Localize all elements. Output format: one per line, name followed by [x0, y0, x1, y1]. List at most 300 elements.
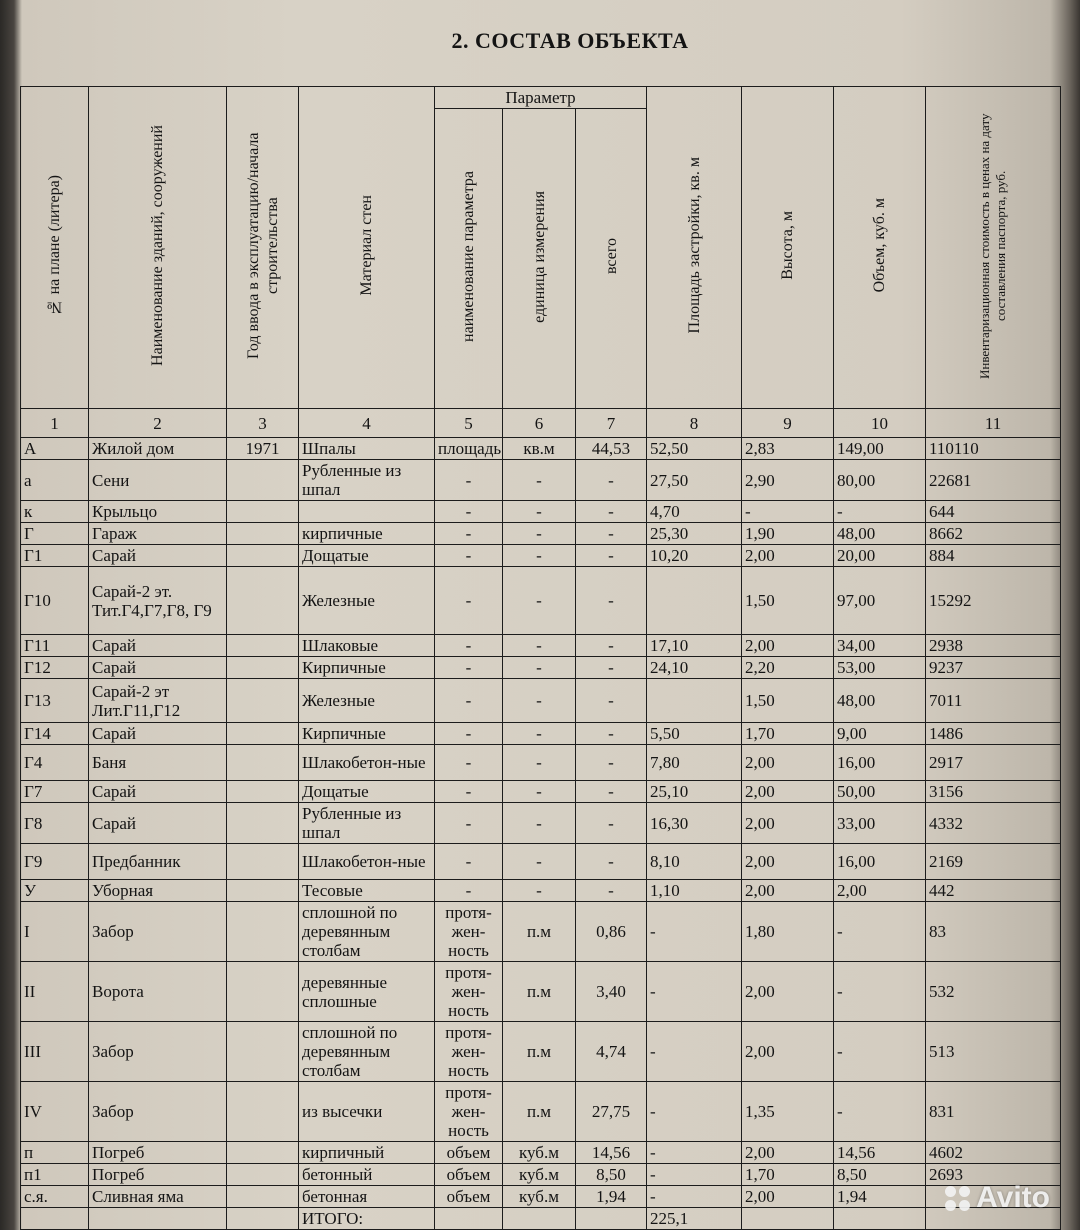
- watermark-text: Avito: [976, 1181, 1050, 1214]
- row-name: Сарай: [89, 781, 227, 803]
- row-area: 10,20: [647, 545, 742, 567]
- row-param-name: -: [435, 745, 503, 781]
- row-name: Жилой дом: [89, 438, 227, 460]
- row-param-name: -: [435, 679, 503, 723]
- row-param-total: 3,40: [576, 962, 647, 1022]
- row-year: [227, 1082, 299, 1142]
- header-label: Высота, м: [779, 211, 797, 280]
- row-litera: с.я.: [21, 1186, 89, 1208]
- row-year: [227, 567, 299, 635]
- row-unit: -: [503, 501, 576, 523]
- total-area: 225,1: [647, 1208, 742, 1230]
- row-name: Сарай: [89, 635, 227, 657]
- row-param-name: протя-жен-ность: [435, 1082, 503, 1142]
- total-row: [21, 1208, 1061, 1230]
- row-param-total: 0,86: [576, 902, 647, 962]
- row-unit: куб.м: [503, 1164, 576, 1186]
- row-param-name: -: [435, 880, 503, 902]
- row-param-name: -: [435, 781, 503, 803]
- row-litera: Г7: [21, 781, 89, 803]
- row-param-name: -: [435, 523, 503, 545]
- row-volume: 149,00: [834, 438, 926, 460]
- row-name: Погреб: [89, 1164, 227, 1186]
- row-volume: 16,00: [834, 745, 926, 781]
- row-height: 2,83: [742, 438, 834, 460]
- row-year: [227, 962, 299, 1022]
- row-material: бетонная: [299, 1186, 435, 1208]
- row-param-name: -: [435, 635, 503, 657]
- row-height: 2,00: [742, 803, 834, 844]
- row-year: [227, 1164, 299, 1186]
- column-number-row: [21, 409, 1061, 438]
- total-empty: [834, 1208, 926, 1230]
- row-name: Погреб: [89, 1142, 227, 1164]
- row-litera: Г8: [21, 803, 89, 844]
- row-height: 1,70: [742, 723, 834, 745]
- row-year: [227, 1142, 299, 1164]
- table-row: [21, 523, 1061, 545]
- header-label: Наименование зданий, сооружений: [149, 125, 166, 366]
- row-cost: 4602: [926, 1142, 1061, 1164]
- row-param-total: -: [576, 523, 647, 545]
- row-param-total: 4,74: [576, 1022, 647, 1082]
- row-litera: Г10: [21, 567, 89, 635]
- row-material: сплошной по деревянным столбам: [299, 1022, 435, 1082]
- row-area: 5,50: [647, 723, 742, 745]
- row-param-name: протя-жен-ность: [435, 962, 503, 1022]
- row-cost: 83: [926, 902, 1061, 962]
- row-height: 1,50: [742, 567, 834, 635]
- table-row: [21, 1186, 1061, 1208]
- row-unit: -: [503, 679, 576, 723]
- row-material: Дощатые: [299, 781, 435, 803]
- row-height: 2,00: [742, 781, 834, 803]
- row-param-total: -: [576, 679, 647, 723]
- row-area: 27,50: [647, 460, 742, 501]
- row-volume: 80,00: [834, 460, 926, 501]
- row-height: 2,00: [742, 545, 834, 567]
- row-area: [647, 679, 742, 723]
- row-litera: Г14: [21, 723, 89, 745]
- row-param-total: -: [576, 723, 647, 745]
- table-row: [21, 781, 1061, 803]
- row-height: 2,90: [742, 460, 834, 501]
- row-name: Забор: [89, 902, 227, 962]
- row-material: Кирпичные: [299, 723, 435, 745]
- row-volume: -: [834, 501, 926, 523]
- row-litera: А: [21, 438, 89, 460]
- row-unit: -: [503, 460, 576, 501]
- row-param-total: -: [576, 880, 647, 902]
- row-unit: -: [503, 635, 576, 657]
- header-label: № на плане (литера): [46, 175, 63, 316]
- row-volume: 33,00: [834, 803, 926, 844]
- row-area: -: [647, 1186, 742, 1208]
- row-param-name: объем: [435, 1164, 503, 1186]
- row-height: 2,00: [742, 635, 834, 657]
- header-cell: [435, 109, 503, 409]
- header-cell: [834, 87, 926, 409]
- header-label: Объем, куб. м: [871, 198, 889, 293]
- header-label: Площадь застройки, кв. м: [685, 157, 703, 334]
- row-name: Предбанник: [89, 844, 227, 880]
- row-cost: 4332: [926, 803, 1061, 844]
- row-unit: -: [503, 545, 576, 567]
- header-cell: [503, 109, 576, 409]
- row-cost: 9237: [926, 657, 1061, 679]
- row-volume: 48,00: [834, 523, 926, 545]
- row-cost: 8662: [926, 523, 1061, 545]
- row-area: -: [647, 1142, 742, 1164]
- row-height: 1,50: [742, 679, 834, 723]
- row-cost: 442: [926, 880, 1061, 902]
- column-number: 7: [576, 409, 647, 438]
- row-param-total: 27,75: [576, 1082, 647, 1142]
- row-name: Баня: [89, 745, 227, 781]
- header-cell: [299, 87, 435, 409]
- row-param-total: -: [576, 460, 647, 501]
- row-cost: 7011: [926, 679, 1061, 723]
- row-material: Шпалы: [299, 438, 435, 460]
- row-area: [647, 567, 742, 635]
- row-volume: 20,00: [834, 545, 926, 567]
- table-row: [21, 438, 1061, 460]
- row-param-total: -: [576, 501, 647, 523]
- row-param-total: 8,50: [576, 1164, 647, 1186]
- row-area: -: [647, 1082, 742, 1142]
- row-unit: -: [503, 781, 576, 803]
- row-area: -: [647, 1164, 742, 1186]
- table-row: [21, 902, 1061, 962]
- row-area: 17,10: [647, 635, 742, 657]
- row-litera: а: [21, 460, 89, 501]
- row-litera: У: [21, 880, 89, 902]
- row-param-name: объем: [435, 1186, 503, 1208]
- header-row-top: [21, 87, 1061, 109]
- header-cell: [647, 87, 742, 409]
- row-litera: Г: [21, 523, 89, 545]
- row-material: Дощатые: [299, 545, 435, 567]
- row-volume: 8,50: [834, 1164, 926, 1186]
- table-row: [21, 723, 1061, 745]
- row-volume: -: [834, 1082, 926, 1142]
- row-unit: куб.м: [503, 1142, 576, 1164]
- column-number: 3: [227, 409, 299, 438]
- header-label: наименование параметра: [460, 171, 477, 342]
- table-row: [21, 880, 1061, 902]
- total-label: ИТОГО:: [299, 1208, 435, 1230]
- row-unit: -: [503, 880, 576, 902]
- row-unit: п.м: [503, 962, 576, 1022]
- table-row: [21, 745, 1061, 781]
- row-volume: 14,56: [834, 1142, 926, 1164]
- row-litera: к: [21, 501, 89, 523]
- table-row: [21, 460, 1061, 501]
- page-title: 2. СОСТАВ ОБЪЕКТА: [451, 28, 689, 53]
- row-material: кирпичные: [299, 523, 435, 545]
- row-year: [227, 523, 299, 545]
- header-cell-parameter: Параметр: [435, 87, 647, 109]
- row-cost: 110110: [926, 438, 1061, 460]
- row-material: деревянные сплошные: [299, 962, 435, 1022]
- row-area: 52,50: [647, 438, 742, 460]
- row-param-name: -: [435, 460, 503, 501]
- row-volume: 2,00: [834, 880, 926, 902]
- row-year: [227, 1022, 299, 1082]
- row-area: -: [647, 962, 742, 1022]
- row-cost: 831: [926, 1082, 1061, 1142]
- row-height: 2,00: [742, 844, 834, 880]
- row-volume: 48,00: [834, 679, 926, 723]
- column-number: 2: [89, 409, 227, 438]
- row-name: Сливная яма: [89, 1186, 227, 1208]
- row-name: Сарай-2 эт Лит.Г11,Г12: [89, 679, 227, 723]
- column-number: 4: [299, 409, 435, 438]
- row-material: Шлаковые: [299, 635, 435, 657]
- row-param-total: -: [576, 803, 647, 844]
- row-material: из высечки: [299, 1082, 435, 1142]
- row-material: Рубленные из шпал: [299, 460, 435, 501]
- header-cell: [21, 87, 89, 409]
- row-unit: -: [503, 567, 576, 635]
- row-unit: куб.м: [503, 1186, 576, 1208]
- row-param-name: -: [435, 657, 503, 679]
- column-number: 11: [926, 409, 1061, 438]
- table-body: [21, 438, 1061, 1208]
- table-row: [21, 844, 1061, 880]
- row-area: 25,10: [647, 781, 742, 803]
- row-param-name: протя-жен-ность: [435, 902, 503, 962]
- row-cost: 532: [926, 962, 1061, 1022]
- row-param-total: -: [576, 844, 647, 880]
- row-year: [227, 657, 299, 679]
- row-param-name: -: [435, 844, 503, 880]
- row-unit: п.м: [503, 1082, 576, 1142]
- row-year: [227, 1186, 299, 1208]
- header-cell: [227, 87, 299, 409]
- table-row: [21, 803, 1061, 844]
- row-area: 24,10: [647, 657, 742, 679]
- row-area: -: [647, 1022, 742, 1082]
- row-name: Сарай: [89, 657, 227, 679]
- header-cell: [576, 109, 647, 409]
- row-name: Ворота: [89, 962, 227, 1022]
- header-label: Год ввода в эксплуатацию/начала строительства: [244, 132, 281, 359]
- row-unit: -: [503, 523, 576, 545]
- row-area: 25,30: [647, 523, 742, 545]
- row-name: Сарай: [89, 803, 227, 844]
- row-unit: -: [503, 844, 576, 880]
- row-cost: 513: [926, 1022, 1061, 1082]
- row-volume: -: [834, 962, 926, 1022]
- row-volume: 1,94: [834, 1186, 926, 1208]
- row-unit: кв.м: [503, 438, 576, 460]
- total-empty: [435, 1208, 503, 1230]
- row-name: Уборная: [89, 880, 227, 902]
- row-param-total: 14,56: [576, 1142, 647, 1164]
- row-litera: Г1: [21, 545, 89, 567]
- row-cost: 2693: [926, 1164, 1061, 1186]
- row-area: 8,10: [647, 844, 742, 880]
- row-litera: Г13: [21, 679, 89, 723]
- row-area: 1,10: [647, 880, 742, 902]
- row-year: [227, 880, 299, 902]
- row-material: [299, 501, 435, 523]
- row-height: 2,00: [742, 962, 834, 1022]
- table-row: [21, 1142, 1061, 1164]
- row-volume: -: [834, 902, 926, 962]
- row-unit: п.м: [503, 1022, 576, 1082]
- row-material: Рубленные из шпал: [299, 803, 435, 844]
- row-material: Железные: [299, 567, 435, 635]
- column-number: 5: [435, 409, 503, 438]
- row-param-total: -: [576, 567, 647, 635]
- object-composition-table: [20, 86, 1061, 1230]
- row-litera: Г11: [21, 635, 89, 657]
- row-height: 2,00: [742, 1186, 834, 1208]
- row-cost: 2917: [926, 745, 1061, 781]
- table-row: [21, 1164, 1061, 1186]
- row-name: Забор: [89, 1022, 227, 1082]
- row-material: Шлакобетон-ные: [299, 745, 435, 781]
- row-height: 1,90: [742, 523, 834, 545]
- row-param-name: -: [435, 501, 503, 523]
- total-empty: [21, 1208, 89, 1230]
- row-param-total: -: [576, 745, 647, 781]
- row-volume: 97,00: [834, 567, 926, 635]
- row-height: -: [742, 501, 834, 523]
- row-cost: 15292: [926, 567, 1061, 635]
- row-param-name: -: [435, 803, 503, 844]
- row-param-total: -: [576, 781, 647, 803]
- row-param-name: протя-жен-ность: [435, 1022, 503, 1082]
- row-name: Сарай: [89, 723, 227, 745]
- table-row: [21, 679, 1061, 723]
- total-empty: [742, 1208, 834, 1230]
- row-litera: III: [21, 1022, 89, 1082]
- avito-watermark: [945, 1181, 1050, 1215]
- row-name: Крыльцо: [89, 501, 227, 523]
- row-year: [227, 745, 299, 781]
- row-volume: 53,00: [834, 657, 926, 679]
- row-height: 2,20: [742, 657, 834, 679]
- row-year: [227, 545, 299, 567]
- row-height: 1,80: [742, 902, 834, 962]
- row-name: Забор: [89, 1082, 227, 1142]
- row-material: бетонный: [299, 1164, 435, 1186]
- row-litera: Г12: [21, 657, 89, 679]
- row-volume: 50,00: [834, 781, 926, 803]
- table-row: [21, 635, 1061, 657]
- row-area: 4,70: [647, 501, 742, 523]
- row-year: [227, 781, 299, 803]
- row-height: 1,35: [742, 1082, 834, 1142]
- row-volume: 16,00: [834, 844, 926, 880]
- row-litera: Г4: [21, 745, 89, 781]
- column-number: 9: [742, 409, 834, 438]
- row-param-name: -: [435, 567, 503, 635]
- row-unit: -: [503, 803, 576, 844]
- row-volume: 9,00: [834, 723, 926, 745]
- table-row: [21, 545, 1061, 567]
- avito-logo-icon: [945, 1186, 970, 1211]
- row-volume: -: [834, 1022, 926, 1082]
- header-label: Материал стен: [358, 195, 375, 296]
- row-height: 2,00: [742, 1142, 834, 1164]
- row-cost: 884: [926, 545, 1061, 567]
- row-height: 2,00: [742, 745, 834, 781]
- row-param-total: -: [576, 635, 647, 657]
- row-unit: п.м: [503, 902, 576, 962]
- header-label: единица измерения: [530, 190, 548, 323]
- row-litera: I: [21, 902, 89, 962]
- row-unit: -: [503, 723, 576, 745]
- row-cost: 1486: [926, 723, 1061, 745]
- row-param-name: -: [435, 545, 503, 567]
- row-cost: 22681: [926, 460, 1061, 501]
- row-name: Сени: [89, 460, 227, 501]
- row-param-total: 44,53: [576, 438, 647, 460]
- total-empty: [576, 1208, 647, 1230]
- row-year: [227, 723, 299, 745]
- row-year: [227, 902, 299, 962]
- row-year: [227, 679, 299, 723]
- row-material: Шлакобетон-ные: [299, 844, 435, 880]
- table-row: [21, 657, 1061, 679]
- row-param-total: -: [576, 657, 647, 679]
- row-name: Сарай-2 эт. Тит.Г4,Г7,Г8, Г9: [89, 567, 227, 635]
- row-param-name: площадь: [435, 438, 503, 460]
- table-row: [21, 501, 1061, 523]
- row-litera: Г9: [21, 844, 89, 880]
- table-row: [21, 962, 1061, 1022]
- row-height: 2,00: [742, 880, 834, 902]
- table-row: [21, 567, 1061, 635]
- column-number: 8: [647, 409, 742, 438]
- header-label: всего: [602, 238, 620, 275]
- total-empty: [89, 1208, 227, 1230]
- row-cost: 644: [926, 501, 1061, 523]
- row-height: 2,00: [742, 1022, 834, 1082]
- column-number: 6: [503, 409, 576, 438]
- row-material: Железные: [299, 679, 435, 723]
- row-litera: IV: [21, 1082, 89, 1142]
- header-label: Инвентаризационная стоимость в ценах на дату составления паспорта, руб.: [977, 112, 1009, 379]
- header-cell: [926, 87, 1061, 409]
- column-number: 10: [834, 409, 926, 438]
- row-param-total: 1,94: [576, 1186, 647, 1208]
- row-cost: 3156: [926, 781, 1061, 803]
- row-param-name: -: [435, 723, 503, 745]
- row-litera: п1: [21, 1164, 89, 1186]
- row-volume: 34,00: [834, 635, 926, 657]
- table-row: [21, 1022, 1061, 1082]
- row-year: [227, 501, 299, 523]
- total-empty: [227, 1208, 299, 1230]
- row-year: [227, 803, 299, 844]
- row-area: 16,30: [647, 803, 742, 844]
- header-cell: [89, 87, 227, 409]
- row-unit: -: [503, 745, 576, 781]
- row-name: Гараж: [89, 523, 227, 545]
- column-number: 1: [21, 409, 89, 438]
- row-area: -: [647, 902, 742, 962]
- row-year: [227, 460, 299, 501]
- row-year: [227, 635, 299, 657]
- row-year: [227, 844, 299, 880]
- row-material: сплошной по деревянным столбам: [299, 902, 435, 962]
- row-year: 1971: [227, 438, 299, 460]
